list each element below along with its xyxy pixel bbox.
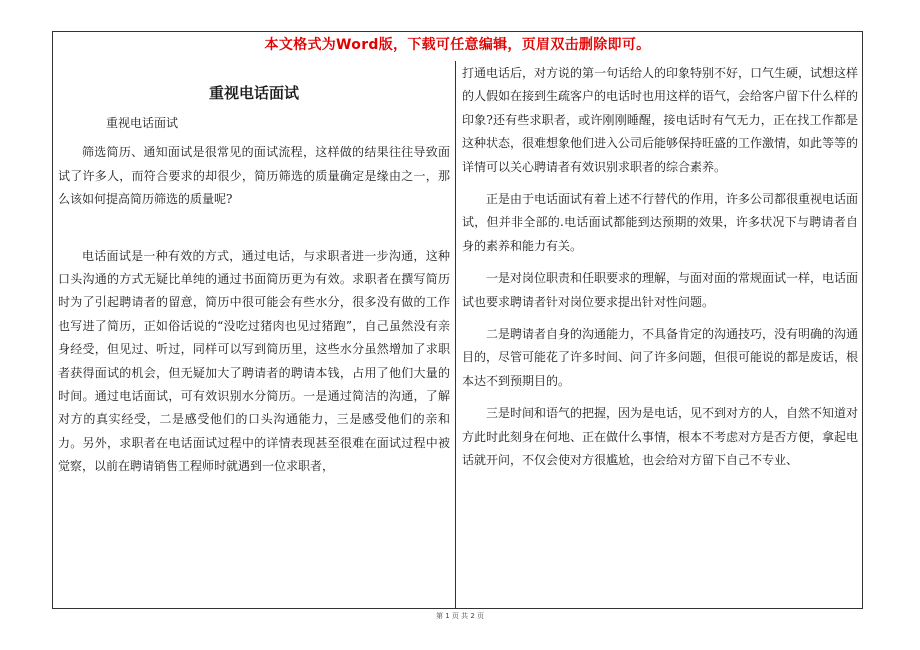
paragraph: 筛选简历、通知面试是很常见的面试流程，这样做的结果往往导致面试了许多人，而符合要求的却很少，简历筛选的质量确定是缘由之一，那么该如何提高简历筛选的质量呢? xyxy=(58,145,450,207)
right-column xyxy=(462,62,858,473)
paragraph: 三是时间和语气的把握，因为是电话，见不到对方的人，自然不知道对方此时此刻身在何地、正在做什么事情，根本不考虑对方是否方便，拿起电话就开问，不仅会使对方很尴尬，也会给对方留下自己不专业、 xyxy=(462,406,859,468)
paragraph: 二是聘请者自身的沟通能力，不具备肯定的沟通技巧，没有明确的沟通目的，尽管可能花了许多时间、问了许多问题，但很可能说的都是废话，根本达不到预期目的。 xyxy=(462,327,859,388)
column-divider xyxy=(455,61,456,609)
blank-line xyxy=(58,212,450,236)
subtitle: 重视电话面试 xyxy=(106,116,179,130)
left-column xyxy=(58,62,450,479)
header-notice: 本文格式为Word版，下载可任意编辑，页眉双击删除即可。 xyxy=(264,37,651,53)
paragraph-continued: 打通电话后，对方说的第一句话给人的印象特别不好，口气生硬，试想这样的人假如在接到生疏客户的电话时也用这样的语气，会给客户留下什么样的印象?还有些求职者，或许刚刚睡醒，接电话时有气无力，正在找工作都是这种状态，很难想象他们进入公司后能够保持旺盛的工作激情，如此等等的详情可以关心聘请者有效识别求职者的综合素养。 xyxy=(462,66,859,174)
document-title: 重视电话面试 xyxy=(208,84,299,102)
paragraph: 电话面试是一种有效的方式，通过电话，与求职者进一步沟通，这种口头沟通的方式无疑比单纯的通过书面简历更为有效。求职者在撰写简历时为了引起聘请者的留意，简历中很可能会有些水分，很多没有做的工作也写进了简历，正如俗话说的“没吃过猪肉也见过猪跑”，自己虽然没有亲身经受，但见过、听过，同样可以写到简历里，这些水分虽然增加了求职者获得面试的机会，但无疑加大了聘请者的聘请本钱，占用了他们大量的时间。通过电话面试，可有效识别水分简历。一是通过简洁的沟通，了解对方的真实经受，二是感受他们的口头沟通能力，三是感受他们的亲和力。另外，求职者在电话面试过程中的详情表现甚至很难在面试过程中被觉察，以前在聘请销售工程师时就遇到一位求职者， xyxy=(58,248,450,474)
paragraph: 一是对岗位职责和任职要求的理解，与面对面的常规面试一样，电话面试也要求聘请者针对岗位要求提出针对性问题。 xyxy=(462,271,859,309)
page-footer: 第 1 页 共 2 页 xyxy=(435,612,485,620)
paragraph: 正是由于电话面试有着上述不行替代的作用，许多公司都很重视电话面试，但并非全部的.电话面试都能到达预期的效果，许多状况下与聘请者自身的素养和能力有关。 xyxy=(462,192,859,253)
